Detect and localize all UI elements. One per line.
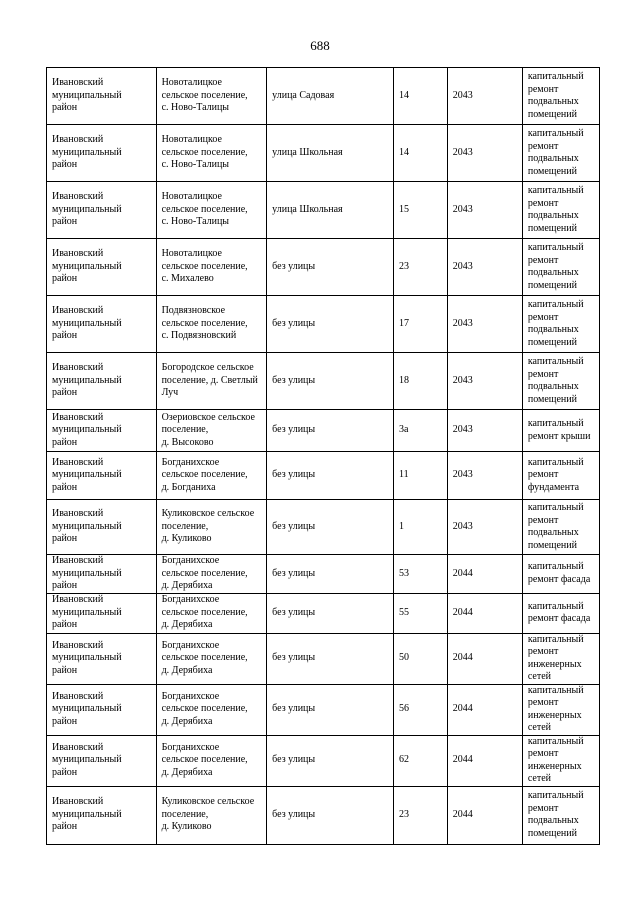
settlement-cell xyxy=(156,68,267,125)
work-type-cell xyxy=(522,182,599,239)
work-type-cell-line: подвальных xyxy=(527,153,579,164)
table-row xyxy=(47,593,600,633)
work-type-cell xyxy=(522,239,599,296)
work-type-cell xyxy=(522,684,599,735)
district-cell-line: Ивановский xyxy=(52,690,104,702)
settlement-cell-line: д. Дерябиха xyxy=(161,580,213,591)
work-type-cell-line: подвальных xyxy=(527,527,579,538)
settlement-cell-line: Богданихское xyxy=(161,639,220,651)
settlement-cell-line: Новоталицкое xyxy=(161,191,222,203)
house-number-cell: 14 xyxy=(394,125,448,182)
work-type-cell-line: подвальных xyxy=(527,267,579,278)
settlement-cell-line: с. Ново-Талицы xyxy=(161,216,230,228)
street-cell: без улицы xyxy=(267,239,394,296)
settlement-cell xyxy=(156,182,267,239)
settlement-cell-line: сельское поселение, xyxy=(161,606,248,618)
settlement-cell xyxy=(156,353,267,410)
settlement-cell-line: сельское поселение, xyxy=(161,652,248,664)
settlement-cell xyxy=(156,452,267,500)
district-cell xyxy=(47,410,157,452)
district-cell-line: Ивановский xyxy=(52,134,104,146)
district-cell xyxy=(47,593,157,633)
street-cell: без улицы xyxy=(267,555,394,594)
settlement-cell-line: Озериовское сельское xyxy=(161,411,255,423)
work-type-cell-line: ремонт фасада xyxy=(527,613,591,624)
district-cell-line: муниципальный xyxy=(52,703,122,715)
district-cell-line: муниципальный xyxy=(52,89,122,101)
district-cell-line: район xyxy=(52,533,78,545)
district-cell-line: Ивановский xyxy=(52,191,104,203)
year-cell: 2043 xyxy=(447,353,522,410)
work-type-cell-line: подвальных xyxy=(527,96,579,107)
street-cell: без улицы xyxy=(267,633,394,684)
work-type-cell xyxy=(522,786,599,844)
work-type-cell-line: капитальный xyxy=(527,242,584,253)
work-type-cell-line: ремонт xyxy=(527,140,559,152)
settlement-cell xyxy=(156,239,267,296)
district-cell-line: муниципальный xyxy=(52,808,122,820)
year-cell: 2043 xyxy=(447,500,522,555)
house-number-cell: 56 xyxy=(394,684,448,735)
year-cell: 2044 xyxy=(447,593,522,633)
district-cell xyxy=(47,555,157,594)
work-type-cell-line: сетей xyxy=(527,671,552,682)
work-type-cell-line: капитальный xyxy=(527,502,584,513)
work-type-cell-line: капитальный xyxy=(527,128,584,139)
district-cell xyxy=(47,353,157,410)
work-type-cell xyxy=(522,353,599,410)
table-row xyxy=(47,500,600,555)
registry-table xyxy=(46,67,600,845)
district-cell-line: Ивановский xyxy=(52,456,104,468)
street-cell: улица Школьная xyxy=(267,125,394,182)
district-cell-line: муниципальный xyxy=(52,260,122,272)
district-cell-line: муниципальный xyxy=(52,754,122,766)
year-cell: 2043 xyxy=(447,125,522,182)
settlement-cell-line: Богданихское xyxy=(161,741,220,753)
district-cell-line: Ивановский xyxy=(52,639,104,651)
house-number-cell: 3а xyxy=(394,410,448,452)
district-cell xyxy=(47,125,157,182)
table-row xyxy=(47,125,600,182)
table-row xyxy=(47,786,600,844)
settlement-cell-line: с. Ново-Талицы xyxy=(161,159,230,171)
district-cell-line: муниципальный xyxy=(52,567,122,579)
work-type-cell-line: капитальный xyxy=(527,600,584,612)
district-cell-line: Ивановский xyxy=(52,741,104,753)
work-type-cell xyxy=(522,68,599,125)
settlement-cell-line: сельское поселение, xyxy=(161,703,248,715)
street-cell: без улицы xyxy=(267,500,394,555)
work-type-cell-line: ремонт xyxy=(527,514,559,526)
table-row xyxy=(47,684,600,735)
street-cell: без улицы xyxy=(267,786,394,844)
settlement-cell-line: д. Дерябиха xyxy=(161,715,213,727)
district-cell xyxy=(47,684,157,735)
settlement-cell-line: Богданихское xyxy=(161,594,220,606)
district-cell-line: Ивановский xyxy=(52,594,104,606)
settlement-cell-line: Куликовское сельское xyxy=(161,508,255,520)
work-type-cell xyxy=(522,296,599,353)
house-number-cell: 11 xyxy=(394,452,448,500)
house-number-cell: 23 xyxy=(394,239,448,296)
work-type-cell-line: помещений xyxy=(527,393,577,405)
district-cell-line: Ивановский xyxy=(52,248,104,260)
district-cell-line: район xyxy=(52,481,78,493)
district-cell-line: муниципальный xyxy=(52,424,122,436)
settlement-cell-line: сельское поселение, xyxy=(161,317,248,329)
year-cell: 2044 xyxy=(447,735,522,786)
settlement-cell xyxy=(156,296,267,353)
work-type-cell-line: подвальных xyxy=(527,815,579,826)
settlement-cell xyxy=(156,735,267,786)
work-type-cell xyxy=(522,555,599,594)
work-type-cell xyxy=(522,410,599,452)
work-type-cell-line: ремонт xyxy=(527,83,559,95)
district-cell-line: Ивановский xyxy=(52,77,104,89)
work-type-cell-line: капитальный xyxy=(527,633,584,645)
district-cell-line: район xyxy=(52,159,78,171)
year-cell: 2043 xyxy=(447,452,522,500)
house-number-cell: 23 xyxy=(394,786,448,844)
settlement-cell-line: Богданихское xyxy=(161,555,220,566)
year-cell: 2043 xyxy=(447,410,522,452)
district-cell-line: Ивановский xyxy=(52,796,104,808)
district-cell-line: муниципальный xyxy=(52,146,122,158)
house-number-cell: 53 xyxy=(394,555,448,594)
district-cell-line: Ивановский xyxy=(52,305,104,317)
work-type-cell-line: ремонт фасада xyxy=(527,573,591,585)
settlement-cell-line: поселение, д. Светлый xyxy=(161,374,258,386)
work-type-cell-line: ремонт xyxy=(527,802,559,814)
work-type-cell xyxy=(522,633,599,684)
district-cell xyxy=(47,452,157,500)
table-row xyxy=(47,452,600,500)
table-row xyxy=(47,68,600,125)
district-cell xyxy=(47,239,157,296)
settlement-cell-line: д. Дерябиха xyxy=(161,664,213,676)
settlement-cell-line: сельское поселение, xyxy=(161,203,248,215)
work-type-cell-line: помещений xyxy=(527,279,577,291)
district-cell-line: Ивановский xyxy=(52,362,104,374)
table-row xyxy=(47,735,600,786)
street-cell: без улицы xyxy=(267,735,394,786)
district-cell xyxy=(47,68,157,125)
house-number-cell: 62 xyxy=(394,735,448,786)
table-row xyxy=(47,182,600,239)
street-cell: улица Садовая xyxy=(267,68,394,125)
settlement-cell-line: с. Михалево xyxy=(161,273,214,285)
house-number-cell: 1 xyxy=(394,500,448,555)
work-type-cell-line: капитальный xyxy=(527,561,584,573)
work-type-cell xyxy=(522,452,599,500)
district-cell xyxy=(47,786,157,844)
settlement-cell-line: с. Ново-Талицы xyxy=(161,102,230,114)
settlement-cell-line: поселение, xyxy=(161,424,209,436)
district-cell xyxy=(47,633,157,684)
settlement-cell-line: Богданихское xyxy=(161,690,220,702)
work-type-cell-line: ремонт xyxy=(527,469,559,481)
street-cell: без улицы xyxy=(267,684,394,735)
work-type-cell-line: ремонт xyxy=(527,197,559,209)
work-type-cell xyxy=(522,593,599,633)
settlement-cell-line: сельское поселение, xyxy=(161,754,248,766)
work-type-cell-line: инженерных xyxy=(527,760,582,772)
district-cell-line: муниципальный xyxy=(52,606,122,618)
settlement-cell-line: д. Куликово xyxy=(161,533,212,545)
district-cell-line: район xyxy=(52,436,78,448)
settlement-cell xyxy=(156,684,267,735)
work-type-cell-line: ремонт крыши xyxy=(527,430,591,442)
district-cell-line: Ивановский xyxy=(52,555,104,566)
work-type-cell-line: сетей xyxy=(527,773,552,784)
year-cell: 2043 xyxy=(447,68,522,125)
work-type-cell-line: помещений xyxy=(527,165,577,177)
work-type-cell-line: помещений xyxy=(527,336,577,348)
settlement-cell xyxy=(156,555,267,594)
district-cell-line: муниципальный xyxy=(52,317,122,329)
work-type-cell-line: подвальных xyxy=(527,210,579,221)
work-type-cell-line: ремонт xyxy=(527,697,559,708)
district-cell-line: муниципальный xyxy=(52,374,122,386)
work-type-cell-line: капитальный xyxy=(527,456,584,468)
work-type-cell-line: помещений xyxy=(527,108,577,120)
settlement-cell-line: Богородское сельское xyxy=(161,362,254,374)
work-type-cell-line: помещений xyxy=(527,222,577,234)
registry-table-body xyxy=(47,68,600,845)
work-type-cell-line: инженерных xyxy=(527,709,582,721)
table-row xyxy=(47,353,600,410)
year-cell: 2043 xyxy=(447,239,522,296)
district-cell xyxy=(47,182,157,239)
work-type-cell-line: сетей xyxy=(527,722,552,733)
district-cell-line: муниципальный xyxy=(52,203,122,215)
settlement-cell-line: сельское поселение, xyxy=(161,567,248,579)
table-row xyxy=(47,555,600,594)
year-cell: 2043 xyxy=(447,182,522,239)
district-cell-line: район xyxy=(52,580,78,591)
house-number-cell: 15 xyxy=(394,182,448,239)
year-cell: 2044 xyxy=(447,555,522,594)
house-number-cell: 50 xyxy=(394,633,448,684)
settlement-cell-line: Куликовское сельское xyxy=(161,796,255,808)
street-cell: без улицы xyxy=(267,296,394,353)
street-cell: без улицы xyxy=(267,353,394,410)
settlement-cell-line: сельское поселение, xyxy=(161,260,248,272)
table-row xyxy=(47,633,600,684)
district-cell-line: район xyxy=(52,102,78,114)
settlement-cell xyxy=(156,500,267,555)
work-type-cell-line: капитальный xyxy=(527,299,584,310)
settlement-cell-line: д. Куликово xyxy=(161,821,212,833)
work-type-cell-line: капитальный xyxy=(527,418,584,429)
settlement-cell-line: сельское поселение, xyxy=(161,469,248,481)
settlement-cell-line: Новоталицкое xyxy=(161,134,222,146)
settlement-cell-line: Новоталицкое xyxy=(161,248,222,260)
settlement-cell-line: Богданихское xyxy=(161,456,220,468)
district-cell-line: район xyxy=(52,664,78,676)
work-type-cell-line: капитальный xyxy=(527,790,584,801)
work-type-cell-line: помещений xyxy=(527,539,577,551)
settlement-cell-line: сельское поселение, xyxy=(161,146,248,158)
settlement-cell xyxy=(156,410,267,452)
work-type-cell-line: ремонт xyxy=(527,254,559,266)
work-type-cell-line: капитальный xyxy=(527,735,584,747)
work-type-cell-line: ремонт xyxy=(527,748,559,759)
house-number-cell: 14 xyxy=(394,68,448,125)
table-row xyxy=(47,410,600,452)
work-type-cell-line: капитальный xyxy=(527,356,584,367)
work-type-cell-line: фундамента xyxy=(527,481,580,493)
work-type-cell xyxy=(522,735,599,786)
work-type-cell-line: подвальных xyxy=(527,381,579,392)
district-cell xyxy=(47,296,157,353)
district-cell-line: муниципальный xyxy=(52,652,122,664)
district-cell-line: район xyxy=(52,715,78,727)
district-cell-line: район xyxy=(52,821,78,833)
year-cell: 2043 xyxy=(447,296,522,353)
district-cell-line: муниципальный xyxy=(52,469,122,481)
street-cell: без улицы xyxy=(267,593,394,633)
settlement-cell-line: д. Богданиха xyxy=(161,481,216,493)
settlement-cell-line: Луч xyxy=(161,387,179,399)
table-row xyxy=(47,296,600,353)
work-type-cell-line: капитальный xyxy=(527,185,584,196)
work-type-cell-line: ремонт xyxy=(527,368,559,380)
district-cell xyxy=(47,500,157,555)
house-number-cell: 17 xyxy=(394,296,448,353)
work-type-cell xyxy=(522,125,599,182)
settlement-cell-line: Подвязновское xyxy=(161,305,226,317)
street-cell: без улицы xyxy=(267,410,394,452)
work-type-cell-line: ремонт xyxy=(527,311,559,323)
house-number-cell: 18 xyxy=(394,353,448,410)
work-type-cell-line: капитальный xyxy=(527,71,584,82)
year-cell: 2044 xyxy=(447,633,522,684)
year-cell: 2044 xyxy=(447,786,522,844)
year-cell: 2044 xyxy=(447,684,522,735)
settlement-cell xyxy=(156,125,267,182)
street-cell: без улицы xyxy=(267,452,394,500)
district-cell xyxy=(47,735,157,786)
settlement-cell-line: сельское поселение, xyxy=(161,89,248,101)
district-cell-line: район xyxy=(52,330,78,342)
district-cell-line: Ивановский xyxy=(52,411,104,423)
district-cell-line: муниципальный xyxy=(52,520,122,532)
settlement-cell xyxy=(156,593,267,633)
district-cell-line: район xyxy=(52,273,78,285)
settlement-cell-line: д. Дерябиха xyxy=(161,619,213,631)
settlement-cell xyxy=(156,786,267,844)
page-number: 688 xyxy=(310,38,330,53)
house-number-cell: 55 xyxy=(394,593,448,633)
district-cell-line: район xyxy=(52,387,78,399)
settlement-cell-line: с. Подвязновский xyxy=(161,330,237,342)
district-cell-line: район xyxy=(52,619,78,631)
street-cell: улица Школьная xyxy=(267,182,394,239)
district-cell-line: район xyxy=(52,766,78,778)
settlement-cell-line: д. Высоково xyxy=(161,436,214,448)
work-type-cell-line: подвальных xyxy=(527,324,579,335)
settlement-cell-line: поселение, xyxy=(161,808,209,820)
settlement-cell-line: поселение, xyxy=(161,520,209,532)
district-cell-line: район xyxy=(52,216,78,228)
work-type-cell-line: инженерных xyxy=(527,658,582,670)
settlement-cell-line: д. Дерябиха xyxy=(161,766,213,778)
settlement-cell xyxy=(156,633,267,684)
work-type-cell-line: ремонт xyxy=(527,646,559,657)
table-row xyxy=(47,239,600,296)
district-cell-line: Ивановский xyxy=(52,508,104,520)
work-type-cell-line: помещений xyxy=(527,827,577,839)
work-type-cell xyxy=(522,500,599,555)
work-type-cell-line: капитальный xyxy=(527,684,584,696)
settlement-cell-line: Новоталицкое xyxy=(161,77,222,89)
